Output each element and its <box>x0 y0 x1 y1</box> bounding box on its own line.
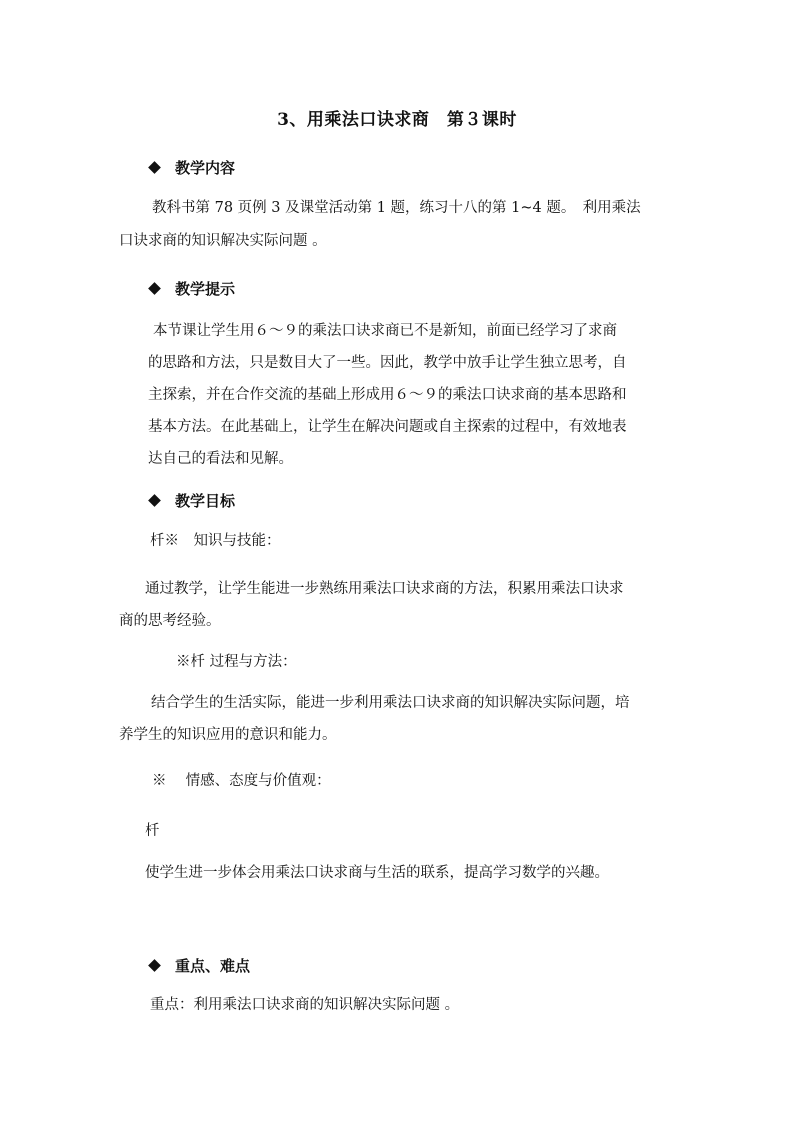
section-heading-label: 教学目标 <box>175 492 236 510</box>
paragraph-line: 使学生进一步体会用乘法口诀求商与生活的联系，提高学习数学的兴趣。 <box>145 865 609 881</box>
paragraph-line: 主探索，并在合作交流的基础上形成用６～９的乘法口诀求商的基本思路和 <box>148 387 627 403</box>
section-heading-label: 教学内容 <box>175 159 236 177</box>
section-heading-goals <box>148 490 235 511</box>
paragraph-line: 基本方法。在此基础上，让学生在解决问题或自主探索的过程中，有效地表 <box>148 419 627 435</box>
section-heading-label: 教学提示 <box>175 280 236 298</box>
paragraph-line: 的思路和方法，只是数目大了一些。因此，教学中放手让学生独立思考，自 <box>148 355 627 371</box>
paragraph-line: 商的思考经验。 <box>119 613 221 629</box>
section-heading-label: 重点、难点 <box>175 957 251 975</box>
section-heading-hint <box>148 278 235 299</box>
paragraph-line: 口诀求商的知识解决实际问题 。 <box>119 233 327 249</box>
paragraph-line: 重点：利用乘法口诀求商的知识解决实际问题 。 <box>150 997 460 1013</box>
diamond-bullet-icon <box>148 494 161 507</box>
paragraph-line: 教科书第 78 页例 3 及课堂活动第 1 题，练习十八的第 1~4 题。 利用乘法 <box>152 200 641 216</box>
section-heading-content <box>148 157 235 178</box>
section-heading-key <box>148 955 250 976</box>
paragraph-line: 通过教学，让学生能进一步熟练用乘法口诀求商的方法，积累用乘法口诀求 <box>145 581 624 597</box>
sub-heading-knowledge: 杄※ 知识与技能： <box>150 533 281 549</box>
page-title: 3、用乘法口诀求商 第３课时 <box>277 110 517 130</box>
sub-heading-attitude: ※ 情感、态度与价值观： <box>152 773 331 789</box>
paragraph-line: 结合学生的生活实际，能进一步利用乘法口诀求商的知识解决实际问题，培 <box>151 695 630 711</box>
diamond-bullet-icon <box>148 282 161 295</box>
paragraph-line: 本节课让学生用６～９的乘法口诀求商已不是新知，前面已经学习了求商 <box>153 323 617 339</box>
diamond-bullet-icon <box>148 959 161 972</box>
sub-heading-mark: 杄 <box>145 823 160 839</box>
paragraph-line: 达自己的看法和见解。 <box>148 451 293 467</box>
sub-heading-process: ※杄 过程与方法： <box>176 654 297 670</box>
diamond-bullet-icon <box>148 161 161 174</box>
paragraph-line: 养学生的知识应用的意识和能力。 <box>119 727 337 743</box>
